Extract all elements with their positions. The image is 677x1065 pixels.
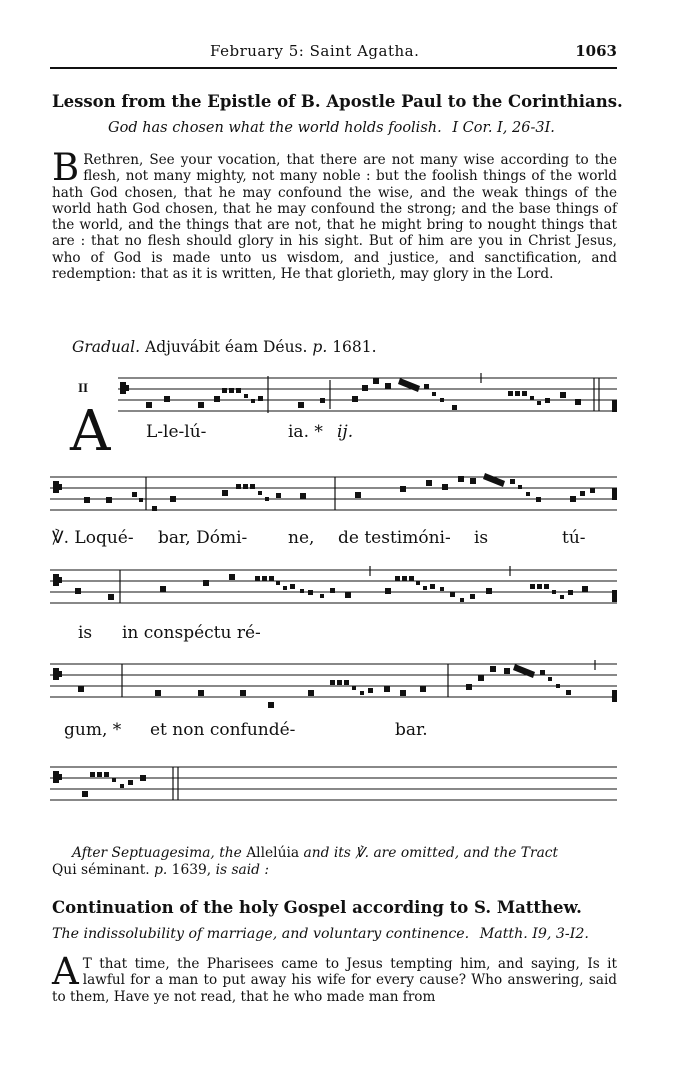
lyric: de testimóni-: [338, 528, 451, 548]
gradual-incipit: Adjuvábit éam Déus.: [145, 338, 308, 356]
lyric: ne,: [288, 528, 315, 548]
lyric: gum, *: [64, 720, 122, 740]
lyric: L-le-lú-: [146, 422, 207, 442]
rubric-part: Qui séminant.: [52, 862, 150, 878]
rubric-part: and its ℣. are omitted, and the Tract: [303, 845, 559, 861]
mode-numeral: II: [78, 380, 89, 395]
gospel-reference: Matth. I9, 3-I2.: [479, 926, 589, 942]
gradual-label: Gradual.: [72, 338, 141, 356]
rubric-part: the: [219, 845, 242, 861]
epistle-reference: I Cor. I, 26-3I.: [452, 120, 555, 136]
epistle-dropcap: B: [52, 146, 80, 189]
lyric: ia. *: [288, 422, 323, 442]
rubric-part: 1639,: [171, 862, 212, 878]
lyric: tú-: [562, 528, 586, 548]
lyric: is: [474, 528, 489, 548]
gospel-text: T that time, the Pharisees came to Jesus tempting him, and saying, Is it lawful for a man to put away his wife for every cause? Who answering, said to them, Have ye not read, that he who made man from: [52, 956, 617, 1005]
lyric: bar.: [395, 720, 428, 740]
lyric: ℣. Loqué-: [52, 528, 134, 548]
rubric-part: Allelúia: [246, 845, 300, 861]
gospel-heading: Continuation of the holy Gospel according to S. Matthew.: [52, 898, 582, 917]
rubric-part: is said :: [215, 862, 270, 878]
rubric: [52, 845, 618, 879]
chant-initial: A: [70, 399, 111, 464]
lyric: et non confundé-: [150, 720, 296, 740]
gospel-dropcap: A: [52, 950, 79, 993]
gospel-subheading-text: The indissolubility of marriage, and voluntary continence.: [52, 926, 470, 942]
epistle-text: Rethren, See your vocation, that there are not many wise according to the flesh, not many mighty, not many noble : but the foolish things of the world hath God chosen, that he may confound the wise, and the weak things of the world hath God chosen, that he may confound the strong; and the base things of the world, and the things that are not, that he might bring to nought things that are : that no flesh should glory in his sight. But of him are you in Christ Jesus, who of God is made unto us wisdom, and justice, and sanctification, and redemption: that as it is written, He that glorieth, may glory in the Lord.: [52, 152, 617, 283]
rubric-part: After Septuagesima,: [72, 845, 215, 861]
gospel-subheading: [52, 926, 589, 942]
gospel-text-block: [52, 950, 617, 1005]
gradual-page-prefix: p.: [312, 338, 328, 356]
running-title: February 5: Saint Agatha.: [210, 42, 420, 60]
gradual-page-ref: 1681.: [332, 338, 377, 356]
rubric-part: p.: [154, 862, 168, 878]
epistle-subheading-text: God has chosen what the world holds foolish.: [108, 120, 442, 136]
lyric: in conspéctu ré-: [122, 623, 261, 643]
epistle-heading: Lesson from the Epistle of B. Apostle Paul to the Corinthians.: [52, 92, 623, 111]
page-number: 1063: [575, 42, 617, 60]
lyric: bar, Dómi-: [158, 528, 248, 548]
lyric: ij.: [337, 422, 354, 442]
lyric: is: [78, 623, 93, 643]
